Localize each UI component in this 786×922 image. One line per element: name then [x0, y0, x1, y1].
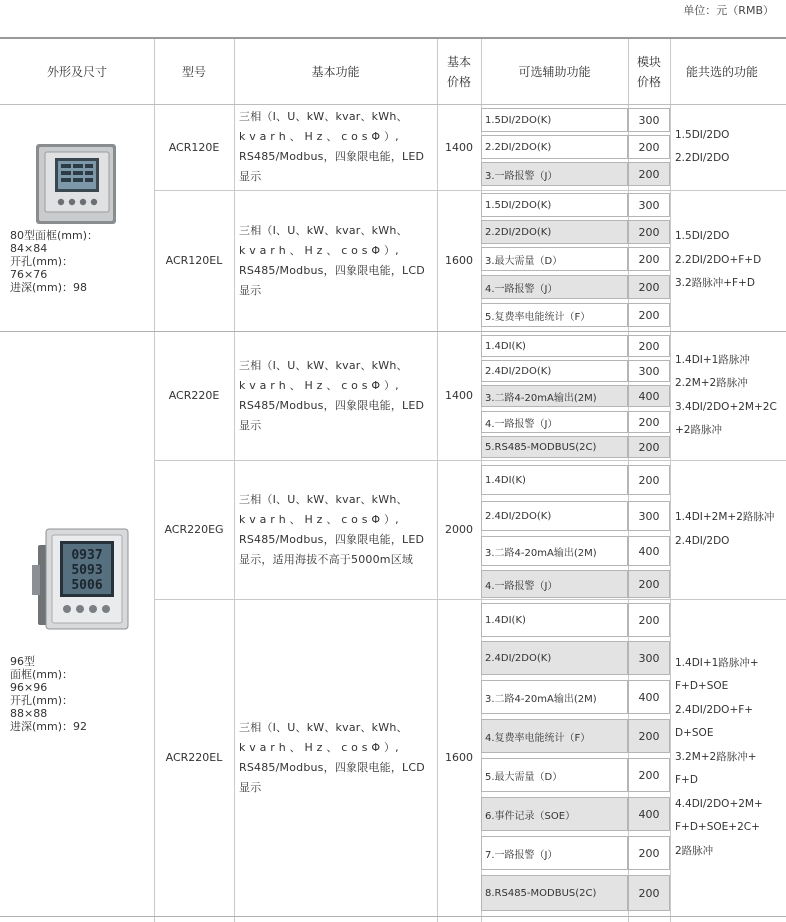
option-price: 200: [638, 729, 660, 743]
model-name: ACR220EG: [164, 523, 224, 536]
function-line: 显示: [239, 283, 262, 297]
combo-line: 2.4DI/2DO+F+: [675, 703, 754, 716]
combo-line: F+D: [675, 774, 698, 787]
basic-function: [234, 460, 437, 599]
function-line: RS485/Modbus，四象限电能，LCD: [239, 760, 425, 774]
base-price: 1400: [445, 389, 473, 402]
option-label: 5.RS485-MODBUS(2C): [485, 441, 597, 453]
header-model: 型号: [181, 65, 206, 79]
option-label: 5.复费率电能统计（F）: [485, 311, 591, 323]
option-label: 3.二路4-20mA输出(2M): [485, 547, 597, 559]
option-label: 8.RS485-MODBUS(2C): [485, 887, 597, 899]
option-price: 300: [638, 651, 660, 665]
combo-line: 2.2M+2路脉冲: [675, 377, 748, 389]
header-optional-function: 可选辅助功能: [518, 65, 591, 79]
header-module-price: [628, 39, 670, 105]
function-line: 三相（I、U、kW、kvar、kWh、: [239, 720, 408, 734]
combo-line: F+D+SOE: [675, 680, 729, 693]
appearance-80-desc: [10, 229, 98, 294]
function-line: k v a r h 、 H z 、 c o s Φ ）,: [239, 740, 399, 754]
function-line: 三相（I、U、kW、kvar、kWh、: [239, 110, 408, 123]
option-label: 3.二路4-20mA输出(2M): [485, 392, 597, 404]
combo-line: 3.2M+2路脉冲+: [675, 750, 757, 763]
header-base-price-line1: 基本: [446, 55, 471, 69]
header-appearance: 外形及尺寸: [46, 65, 107, 79]
option-price: 400: [638, 389, 660, 403]
option-price: 200: [638, 613, 660, 627]
option-price: 300: [638, 113, 660, 127]
option-price: 400: [638, 807, 660, 821]
option-price: 200: [638, 339, 660, 353]
option-label: 3.一路报警（J）: [485, 170, 558, 182]
combo-line: 2.4DI/2DO: [675, 534, 730, 547]
combo-line: 3.2路脉冲+F+D: [675, 277, 755, 290]
option-label: 2.4DI/2DO(K): [485, 365, 552, 377]
function-line: k v a r h 、 H z 、 c o s Φ ）,: [239, 378, 399, 392]
header-base-price-line2: 价格: [446, 75, 471, 89]
combinations: [670, 460, 786, 599]
option-label: 5.最大需量（D）: [485, 771, 563, 783]
option-price: 200: [638, 308, 660, 322]
function-line: 三相（I、U、kW、kvar、kWh、: [239, 358, 408, 372]
function-line: k v a r h 、 H z 、 c o s Φ ）,: [239, 243, 399, 257]
meter-96-image: [32, 525, 132, 645]
option-label: 2.2DI/2DO(K): [485, 141, 552, 153]
option-price: 200: [638, 167, 660, 181]
appearance-80-line: 80型面框(mm)：: [10, 229, 99, 242]
function-line: 三相（I、U、kW、kvar、kWh、: [239, 223, 408, 237]
header-basic-function: 基本功能: [311, 65, 360, 79]
option-price: 200: [638, 577, 660, 591]
function-line: RS485/Modbus，四象限电能，LCD: [239, 263, 425, 277]
currency-unit: 单位：元（RMB）: [683, 4, 774, 17]
function-line: 显示，适用海拔不高于5000m区域: [239, 552, 414, 566]
appearance-80-line: 进深(mm)：98: [10, 281, 88, 294]
combinations: [670, 331, 786, 460]
option-label: 1.4DI(K): [485, 614, 526, 626]
function-line: k v a r h 、 H z 、 c o s Φ ）,: [239, 130, 399, 143]
option-label: 4.一路报警（J）: [485, 580, 558, 592]
option-price: 200: [638, 280, 660, 294]
option-label: 2.2DI/2DO(K): [485, 226, 552, 238]
header-module-price-line2: 价格: [636, 75, 661, 89]
combo-line: 1.5DI/2DO: [675, 230, 730, 243]
appearance-80-line: 84×84: [10, 242, 48, 255]
option-label: 1.5DI/2DO(K): [485, 199, 552, 211]
appearance-80-line: 76×76: [10, 268, 48, 281]
function-line: RS485/Modbus，四象限电能，LED: [239, 150, 425, 163]
appearance-96-line: 96型: [10, 655, 35, 668]
base-price: 2000: [445, 523, 473, 536]
header-combinations: 能共选的功能: [686, 65, 759, 79]
appearance-80-line: 开孔(mm)：: [10, 255, 74, 268]
combo-line: 1.4DI+1路脉冲+: [675, 656, 759, 669]
combinations: [670, 190, 786, 331]
appearance-96-line: 开孔(mm)：: [10, 694, 74, 707]
option-price: 200: [638, 473, 660, 487]
base-price: 1600: [445, 254, 473, 267]
function-line: 显示: [239, 780, 262, 794]
basic-function: [234, 104, 437, 190]
option-label: 6.事件记录（SOE）: [485, 810, 576, 822]
combinations: [670, 104, 786, 190]
option-price: 200: [638, 768, 660, 782]
option-price: 200: [638, 415, 660, 429]
combo-line: 2.2DI/2DO+F+D: [675, 253, 762, 266]
appearance-96-line: 96×96: [10, 681, 48, 694]
basic-function: [234, 190, 437, 331]
display-digits: 0937: [71, 548, 103, 563]
combo-line: D+SOE: [675, 727, 714, 740]
option-price: 200: [638, 440, 660, 454]
option-price: 300: [638, 509, 660, 523]
combo-line: 4.4DI/2DO+2M+: [675, 797, 763, 810]
appearance-96-line: 88×88: [10, 707, 48, 720]
model-name: ACR120EL: [165, 254, 223, 267]
display-digits: 5093: [71, 563, 103, 578]
combo-line: 1.4DI+2M+2路脉冲: [675, 511, 775, 523]
meter-80-image: [33, 140, 121, 228]
option-label: 4.复费率电能统计（F）: [485, 732, 591, 744]
appearance-96-desc: [10, 655, 87, 733]
combo-line: 2.2DI/2DO: [675, 152, 730, 164]
function-line: 显示: [239, 418, 262, 432]
appearance-96-line: 进深(mm)：92: [10, 720, 88, 733]
model-name: ACR220E: [168, 389, 220, 402]
combo-line: 2路脉冲: [675, 844, 714, 857]
basic-function: [234, 331, 437, 460]
function-line: k v a r h 、 H z 、 c o s Φ ）,: [239, 512, 399, 526]
option-label: 4.一路报警（J）: [485, 283, 558, 295]
option-price: 200: [638, 252, 660, 266]
combo-line: F+D+SOE+2C+: [675, 821, 760, 834]
function-line: RS485/Modbus，四象限电能，LED: [239, 532, 425, 546]
function-line: RS485/Modbus，四象限电能，LED: [239, 398, 425, 412]
option-price: 200: [638, 886, 660, 900]
option-price: 200: [638, 225, 660, 239]
combo-line: 3.4DI/2DO+2M+2C: [675, 400, 777, 413]
option-price: 300: [638, 364, 660, 378]
base-price: 1600: [445, 751, 473, 764]
option-price: 200: [638, 846, 660, 860]
option-label: 2.4DI/2DO(K): [485, 652, 552, 664]
function-line: 显示: [239, 170, 262, 183]
option-price: 400: [638, 690, 660, 704]
option-price: 200: [638, 140, 660, 154]
option-price: 300: [638, 198, 660, 212]
option-price: 400: [638, 544, 660, 558]
appearance-96-line: 面框(mm)：: [10, 668, 74, 681]
combo-line: 1.4DI+1路脉冲: [675, 353, 750, 366]
model-name: ACR220EL: [165, 751, 223, 764]
option-label: 1.4DI(K): [485, 474, 526, 486]
base-price: 1400: [445, 140, 473, 154]
combo-line: 1.5DI/2DO: [675, 128, 730, 141]
option-label: 7.一路报警（J）: [485, 849, 558, 861]
combinations: [670, 599, 786, 916]
display-digits: 5006: [71, 578, 103, 593]
function-line: 三相（I、U、kW、kvar、kWh、: [239, 492, 408, 506]
option-label: 2.4DI/2DO(K): [485, 510, 552, 522]
option-label: 3.二路4-20mA输出(2M): [485, 693, 597, 705]
model-name: ACR120E: [168, 140, 220, 154]
header-base-price: [437, 39, 481, 105]
option-label: 3.最大需量（D）: [485, 255, 563, 267]
header-module-price-line1: 模块: [636, 55, 661, 69]
option-label: 1.5DI/2DO(K): [485, 114, 552, 126]
combo-line: +2路脉冲: [675, 424, 722, 436]
option-label: 4.一路报警（J）: [485, 418, 558, 430]
option-label: 1.4DI(K): [485, 340, 526, 352]
basic-function: [234, 599, 437, 916]
